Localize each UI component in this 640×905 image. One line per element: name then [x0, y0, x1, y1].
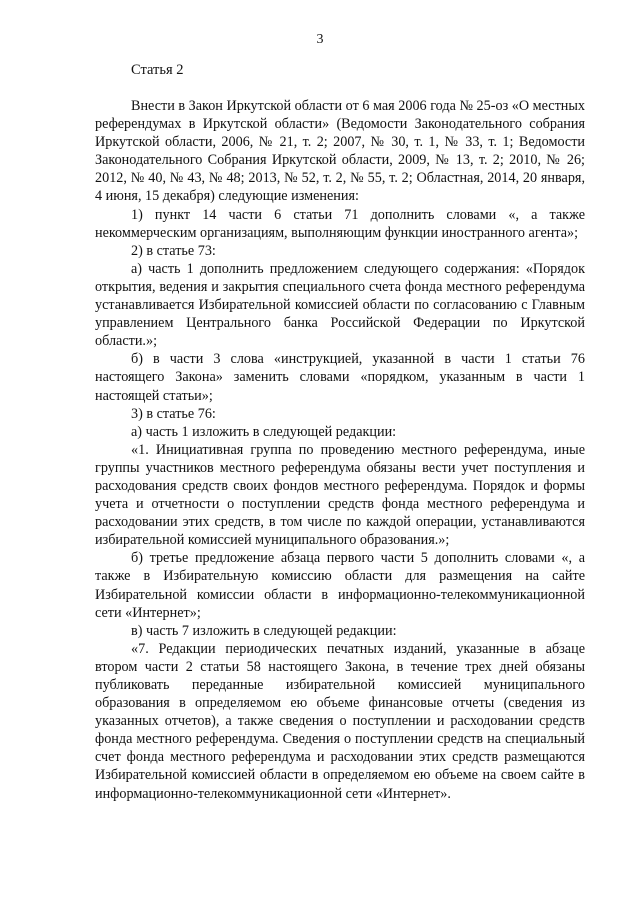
paragraph-item-3b: б) третье предложение абзаца первого части 5 дополнить словами «, а также в Избирательную комиссию области для размещения на сайте Избирательной комиссии области в информационно-телекоммуникационной сети «Интернет»;: [95, 550, 585, 621]
paragraph-intro: Внести в Закон Иркутской области от 6 мая 2006 года № 25-оз «О местных референдумах в Иркутской области» (Ведомости Законодательного собрания Иркутской области, 2006, № 21, т. 2; 2007, № 30, т. 1, № 33, т. 1; Ведомости Законодательного Собрания Иркутской области, 2009, № 13, т. 2; 2010, № 26; 2012, № 40, № 43, № 48; 2013, № 52, т. 2, № 55, т. 2; Областная, 2014, 20 января, 4 июня, 15 декабря) следующие изменения:: [95, 98, 585, 205]
paragraph-item-3v: в) часть 7 изложить в следующей редакции:: [131, 622, 397, 639]
document-body: [95, 97, 585, 803]
paragraph-item-2b: б) в части 3 слова «инструкцией, указанной в части 1 статьи 76 настоящего Закона» заменить словами «порядком, указанным в части 1 настоящей статьи»;: [95, 351, 585, 404]
paragraph-part-1-text: «1. Инициативная группа по проведению местного референдума, иные группы участников местного референдума обязаны вести учет поступления и расходования средств своих фондов местного референдума. Порядок и формы учета и отчетности о поступлении средств фонда местного референдума и расходовании этих средств, в том числе по каждой операции, устанавливаются избирательной комиссией муниципального образования.»;: [95, 441, 585, 549]
article-heading: Статья 2: [131, 62, 184, 78]
paragraph-item-2a: а) часть 1 дополнить предложением следующего содержания: «Порядок открытия, ведения и закрытия специального счета фонда местного референдума устанавливается Избирательной комиссией области по согласованию с Главным управлением Центрального банка Российской Федерации по Иркутской области.»;: [95, 260, 585, 350]
paragraph-item-2: 2) в статье 73:: [131, 242, 216, 259]
paragraph-part-7-text: «7. Редакции периодических печатных изданий, указанные в абзаце втором части 2 статьи 58 настоящего Закона, в течение трех дней обязаны публиковать переданные избирательной комиссией муниципального образования в определяемом ею объеме финансовые отчеты (сведения из указанных отчетов), а также сведения о поступлении и расходовании средств фонда местного референдума. Сведения о поступлении средств на специальный счет фонда местного референдума и расходовании этих средств размещаются Избирательной комиссией области в определяемом ею объеме на своем сайте в информационно-телекоммуникационной сети «Интернет».: [95, 640, 585, 802]
paragraph-item-3a: а) часть 1 изложить в следующей редакции:: [131, 423, 397, 440]
paragraph-item-3: 3) в статье 76:: [131, 405, 216, 422]
page-number: 3: [316, 32, 324, 47]
paragraph-item-1: 1) пункт 14 части 6 статьи 71 дополнить словами «, а также некоммерческим организациям, выполняющим функции иностранного агента»;: [95, 206, 585, 241]
